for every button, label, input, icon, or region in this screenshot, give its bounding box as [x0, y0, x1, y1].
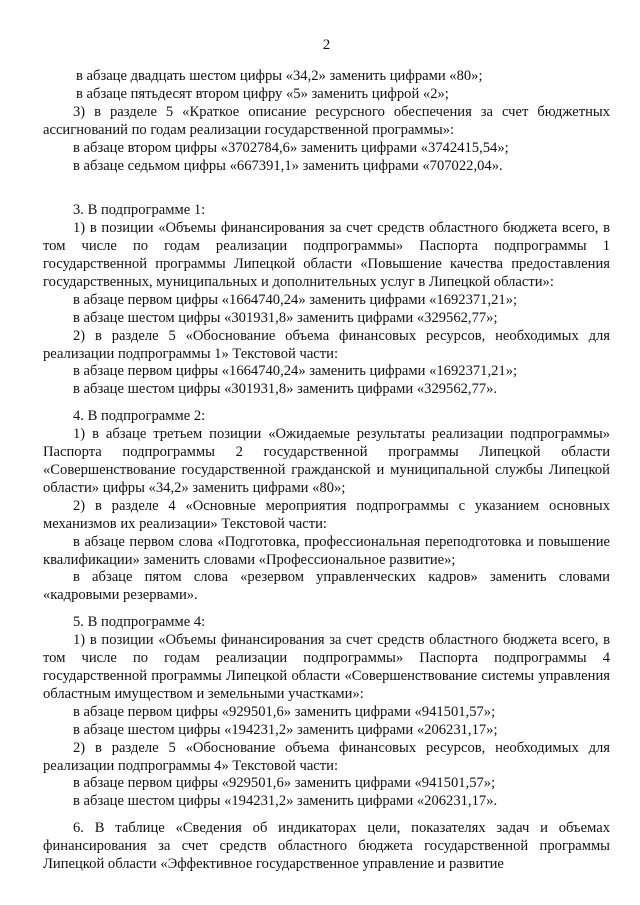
paragraph: в абзаце седьмом цифры «667391,1» заменить цифрами «707022,04». [73, 157, 503, 174]
paragraph: 1) в абзаце третьем позиции «Ожидаемые результаты реализации подпрограммы» Паспорта подпрограммы 2 государственной программы Липецкой области «Совершенствование государственной гражданской и муниципальной службы Липецкой области» цифры «34,2» заменить цифрами «80»; [43, 426, 610, 496]
paragraph-gap [43, 811, 610, 820]
paragraph: в абзаце шестом цифры «301931,8» заменить цифрами «329562,77». [73, 381, 498, 398]
paragraph: в абзаце первом цифры «929501,6» заменить цифрами «941501,57»; [73, 775, 496, 792]
paragraph: в абзаце первом цифры «1664740,24» заменить цифрами «1692371,21»; [73, 291, 518, 308]
paragraph: в абзаце первом цифры «1664740,24» заменить цифрами «1692371,21»; [73, 363, 518, 380]
paragraph: 2) в разделе 5 «Обоснование объема финансовых ресурсов, необходимых для реализации подпрограммы 1» Текстовой части: [43, 327, 610, 362]
paragraph-gap [43, 175, 610, 193]
paragraph: в абзаце пятом слова «резервом управленческих кадров» заменить словами «кадровыми резервами». [43, 569, 610, 604]
paragraph-gap [43, 193, 610, 202]
paragraph: 2) в разделе 4 «Основные мероприятия подпрограммы с указанием основных механизмов их реализации» Текстовой части: [43, 497, 610, 532]
section-heading: 4. В подпрограмме 2: [73, 408, 206, 425]
section-heading: 3. В подпрограмме 1: [73, 202, 206, 219]
paragraph: 1) в позиции «Объемы финансирования за счет средств областного бюджета всего, в том числе по годам реализации подпрограммы» Паспорта подпрограммы 4 государственной программы Липецкой области «Совершенствование системы управления областным имуществом и земельными участками»: [43, 632, 610, 702]
paragraph: в абзаце втором цифры «3702784,6» заменить цифрами «3742415,54»; [73, 139, 509, 156]
paragraph: в абзаце шестом цифры «301931,8» заменить цифрами «329562,77»; [73, 309, 498, 326]
section-heading: 5. В подпрограмме 4: [73, 614, 206, 631]
paragraph: 3) в разделе 5 «Краткое описание ресурсного обеспечения за счет бюджетных ассигнований по годам реализации государственной программы»: [43, 103, 610, 138]
paragraph: 6. В таблице «Сведения об индикаторах цели, показателях задач и объемах финансирования за счет средств областного бюджета государственной программы Липецкой области «Эффективное государственное управление и развитие [43, 820, 610, 873]
document-body [43, 68, 610, 874]
paragraph: в абзаце первом цифры «929501,6» заменить цифрами «941501,57»; [73, 703, 496, 720]
page-number: 2 [322, 37, 331, 53]
paragraph-gap [43, 605, 610, 614]
paragraph: в абзаце шестом цифры «194231,2» заменить цифрами «206231,17»; [73, 721, 498, 738]
paragraph: в абзаце пятьдесят втором цифру «5» заменить цифрой «2»; [76, 85, 449, 102]
paragraph: 2) в разделе 5 «Обоснование объема финансовых ресурсов, необходимых для реализации подпрограммы 4» Текстовой части: [43, 739, 610, 774]
paragraph: в абзаце шестом цифры «194231,2» заменить цифрами «206231,17». [73, 793, 498, 810]
paragraph: в абзаце первом слова «Подготовка, профессиональная переподготовка и повышение квалификации» заменить словами «Профессиональное развитие»; [43, 533, 610, 568]
paragraph: в абзаце двадцать шестом цифры «34,2» заменить цифрами «80»; [76, 68, 483, 84]
paragraph: 1) в позиции «Объемы финансирования за счет средств областного бюджета всего, в том числе по годам реализации подпрограммы» Паспорта подпрограммы 1 государственной программы Липецкой области «Повышение качества предоставления государственных, муниципальных и дополнительных услуг в Липецкой области»: [43, 220, 610, 290]
paragraph-gap [43, 399, 610, 408]
